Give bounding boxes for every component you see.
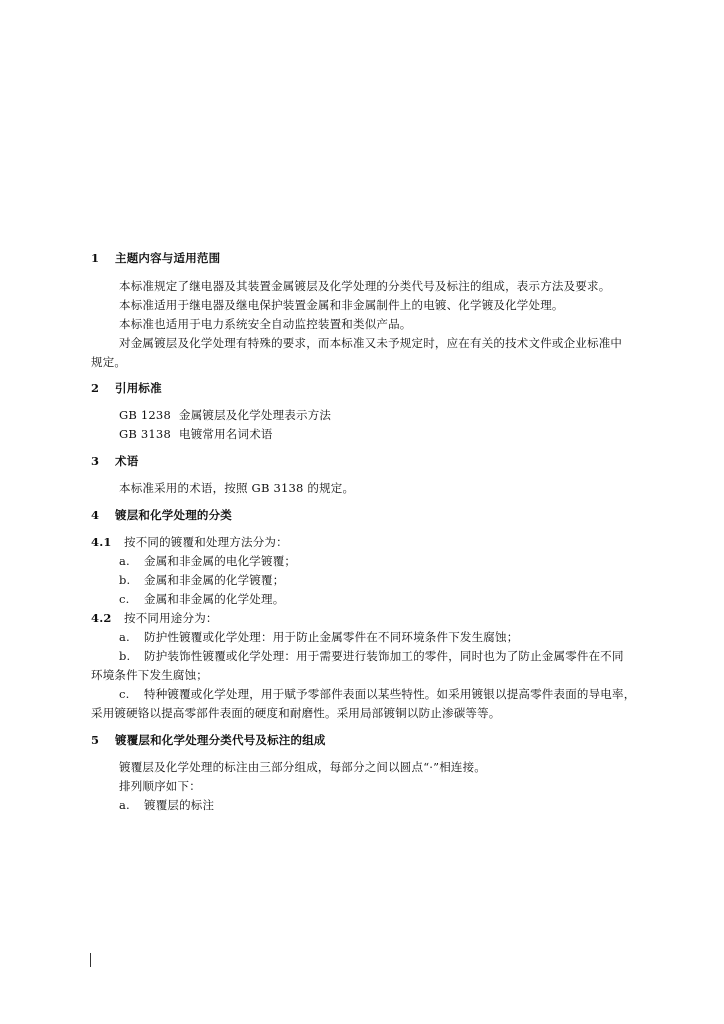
reference-code: GB 1238 (119, 408, 171, 422)
list-item-continuation: 环境条件下发生腐蚀； (91, 668, 208, 682)
page-edge-mark (90, 953, 91, 967)
list-item (119, 687, 635, 701)
section-3-heading (91, 454, 138, 468)
section-title: 镀覆层和化学处理分类代号及标注的组成 (115, 733, 326, 747)
paragraph: 本标准采用的术语，按照 GB 3138 的规定。 (119, 481, 355, 495)
list-text: 金属和非金属的化学处理。 (144, 592, 285, 606)
reference-name: 电镀常用名词术语 (179, 427, 273, 441)
list-item (119, 630, 518, 644)
list-text: 防护性镀覆或化学处理：用于防止金属零件在不同环境条件下发生腐蚀； (144, 630, 519, 644)
list-text: 特种镀覆或化学处理，用于赋予零部件表面以某些特性。如采用镀银以提高零件表面的导电率， (144, 687, 636, 701)
paragraph: 本标准规定了继电器及其装置金属镀层及化学处理的分类代号及标注的组成，表示方法及要求。 (119, 279, 611, 293)
list-text: 防护装饰性镀覆或化学处理：用于需要进行装饰加工的零件，同时也为了防止金属零件在不同 (144, 649, 624, 663)
list-text: 镀覆层的标注 (144, 798, 215, 812)
list-item (119, 649, 624, 663)
list-label: b. (119, 649, 131, 663)
subsection-title: 按不同用途分为： (124, 611, 218, 625)
section-number: 3 (91, 454, 100, 468)
section-number: 1 (91, 251, 100, 265)
list-label: b. (119, 573, 131, 587)
list-text: 金属和非金属的化学镀覆； (144, 573, 285, 587)
list-item (119, 573, 284, 587)
list-item (119, 554, 296, 568)
reference-code: GB 3138 (119, 427, 171, 441)
paragraph-continuation: 规定。 (91, 355, 127, 369)
subsection-4-1 (91, 535, 288, 549)
section-4-heading (91, 508, 232, 522)
section-5-heading (91, 733, 326, 747)
subsection-number: 4.1 (91, 535, 112, 549)
list-label: c. (119, 592, 130, 606)
paragraph: 镀覆层及化学处理的标注由三部分组成，每部分之间以圆点“·”相连接。 (119, 760, 487, 774)
paragraph: 本标准适用于继电器及继电保护装置金属和非金属制件上的电镀、化学镀及化学处理。 (119, 298, 564, 312)
subsection-4-2 (91, 611, 218, 625)
paragraph: 排列顺序如下： (119, 779, 201, 793)
list-text: 金属和非金属的电化学镀覆； (144, 554, 297, 568)
section-number: 5 (91, 733, 100, 747)
subsection-number: 4.2 (91, 611, 112, 625)
reference-item (119, 427, 273, 441)
reference-item (119, 408, 331, 422)
list-item-continuation: 采用镀硬铬以提高零部件表面的硬度和耐磨性。采用局部镀铜以防止渗碳等等。 (91, 706, 501, 720)
section-number: 2 (91, 381, 100, 395)
subsection-title: 按不同的镀覆和处理方法分为： (124, 535, 288, 549)
section-title: 镀层和化学处理的分类 (115, 508, 232, 522)
paragraph: 本标准也适用于电力系统安全自动监控装置和类似产品。 (119, 317, 412, 331)
paragraph: 对金属镀层及化学处理有特殊的要求，而本标准又未予规定时，应在有关的技术文件或企业标准中 (119, 336, 623, 350)
list-label: a. (119, 554, 130, 568)
list-item (119, 798, 214, 812)
list-label: a. (119, 798, 130, 812)
section-number: 4 (91, 508, 100, 522)
reference-name: 金属镀层及化学处理表示方法 (179, 408, 332, 422)
section-1-heading (91, 251, 220, 265)
section-2-heading (91, 381, 162, 395)
section-title: 术语 (115, 454, 139, 468)
section-title: 主题内容与适用范围 (115, 251, 221, 265)
list-label: a. (119, 630, 130, 644)
section-title: 引用标准 (115, 381, 162, 395)
list-label: c. (119, 687, 130, 701)
list-item (119, 592, 284, 606)
